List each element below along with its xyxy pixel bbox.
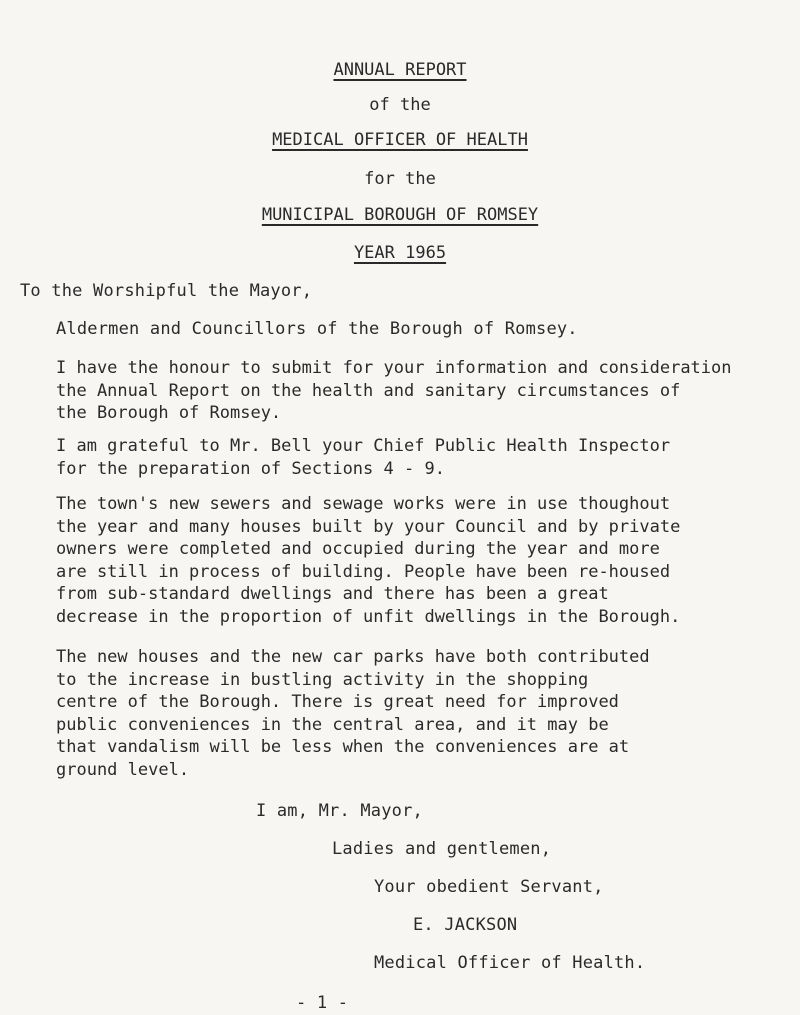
closing-mayor: I am, Mr. Mayor, (256, 801, 423, 821)
signature-title: Medical Officer of Health. (374, 953, 646, 973)
paragraph-line: the year and many houses built by your Council and by private (56, 516, 681, 537)
heading-officer: MEDICAL OFFICER OF HEALTH (272, 130, 528, 150)
heading-for-the: for the (364, 169, 436, 189)
paragraph-conveniences (56, 646, 650, 781)
paragraph-line: are still in process of building. People have been re-housed (56, 561, 671, 582)
paragraph-line: ground level. (56, 759, 190, 780)
paragraph-line: from sub-standard dwellings and there has been a great (56, 584, 609, 604)
paragraph-line: I am grateful to Mr. Bell your Chief Public Health Inspector (56, 436, 671, 456)
paragraph-line: the Annual Report on the health and sanitary circumstances of (56, 380, 681, 401)
signature-name: E. JACKSON (413, 915, 518, 935)
paragraph-line: for the preparation of Sections 4 - 9. (56, 458, 445, 479)
paragraph-line: The town's new sewers and sewage works were in use thoughout (56, 494, 671, 514)
paragraph-line: centre of the Borough. There is great need for improved (56, 692, 619, 712)
paragraph-line: owners were completed and occupied during the year and more (56, 539, 660, 559)
heading-of-the: of the (369, 95, 431, 115)
closing-ladies: Ladies and gentlemen, (332, 839, 552, 859)
heading-borough: MUNICIPAL BOROUGH OF ROMSEY (261, 205, 539, 225)
salutation-aldermen: Aldermen and Councillors of the Borough of Romsey. (56, 319, 578, 339)
paragraph-line: the Borough of Romsey. (56, 403, 282, 423)
paragraph-submission (56, 357, 732, 425)
paragraph-line: I have the honour to submit for your information and consideration (56, 358, 732, 378)
paragraph-line: decrease in the proportion of unfit dwellings in the Borough. (56, 606, 681, 627)
paragraph-gratitude (56, 435, 670, 480)
closing-servant: Your obedient Servant, (374, 877, 604, 897)
report-title: ANNUAL REPORT (333, 60, 467, 80)
paragraph-line: public conveniences in the central area, and it may be (56, 714, 609, 735)
page-number: - 1 - (296, 993, 349, 1013)
heading-year: YEAR 1965 (353, 243, 447, 263)
paragraph-line: that vandalism will be less when the conveniences are at (56, 737, 630, 757)
salutation-mayor: To the Worshipful the Mayor, (20, 281, 313, 301)
paragraph-line: The new houses and the new car parks have both contributed (56, 647, 650, 667)
paragraph-sewers-housing (56, 493, 680, 628)
paragraph-line: to the increase in bustling activity in the shopping (56, 669, 589, 690)
